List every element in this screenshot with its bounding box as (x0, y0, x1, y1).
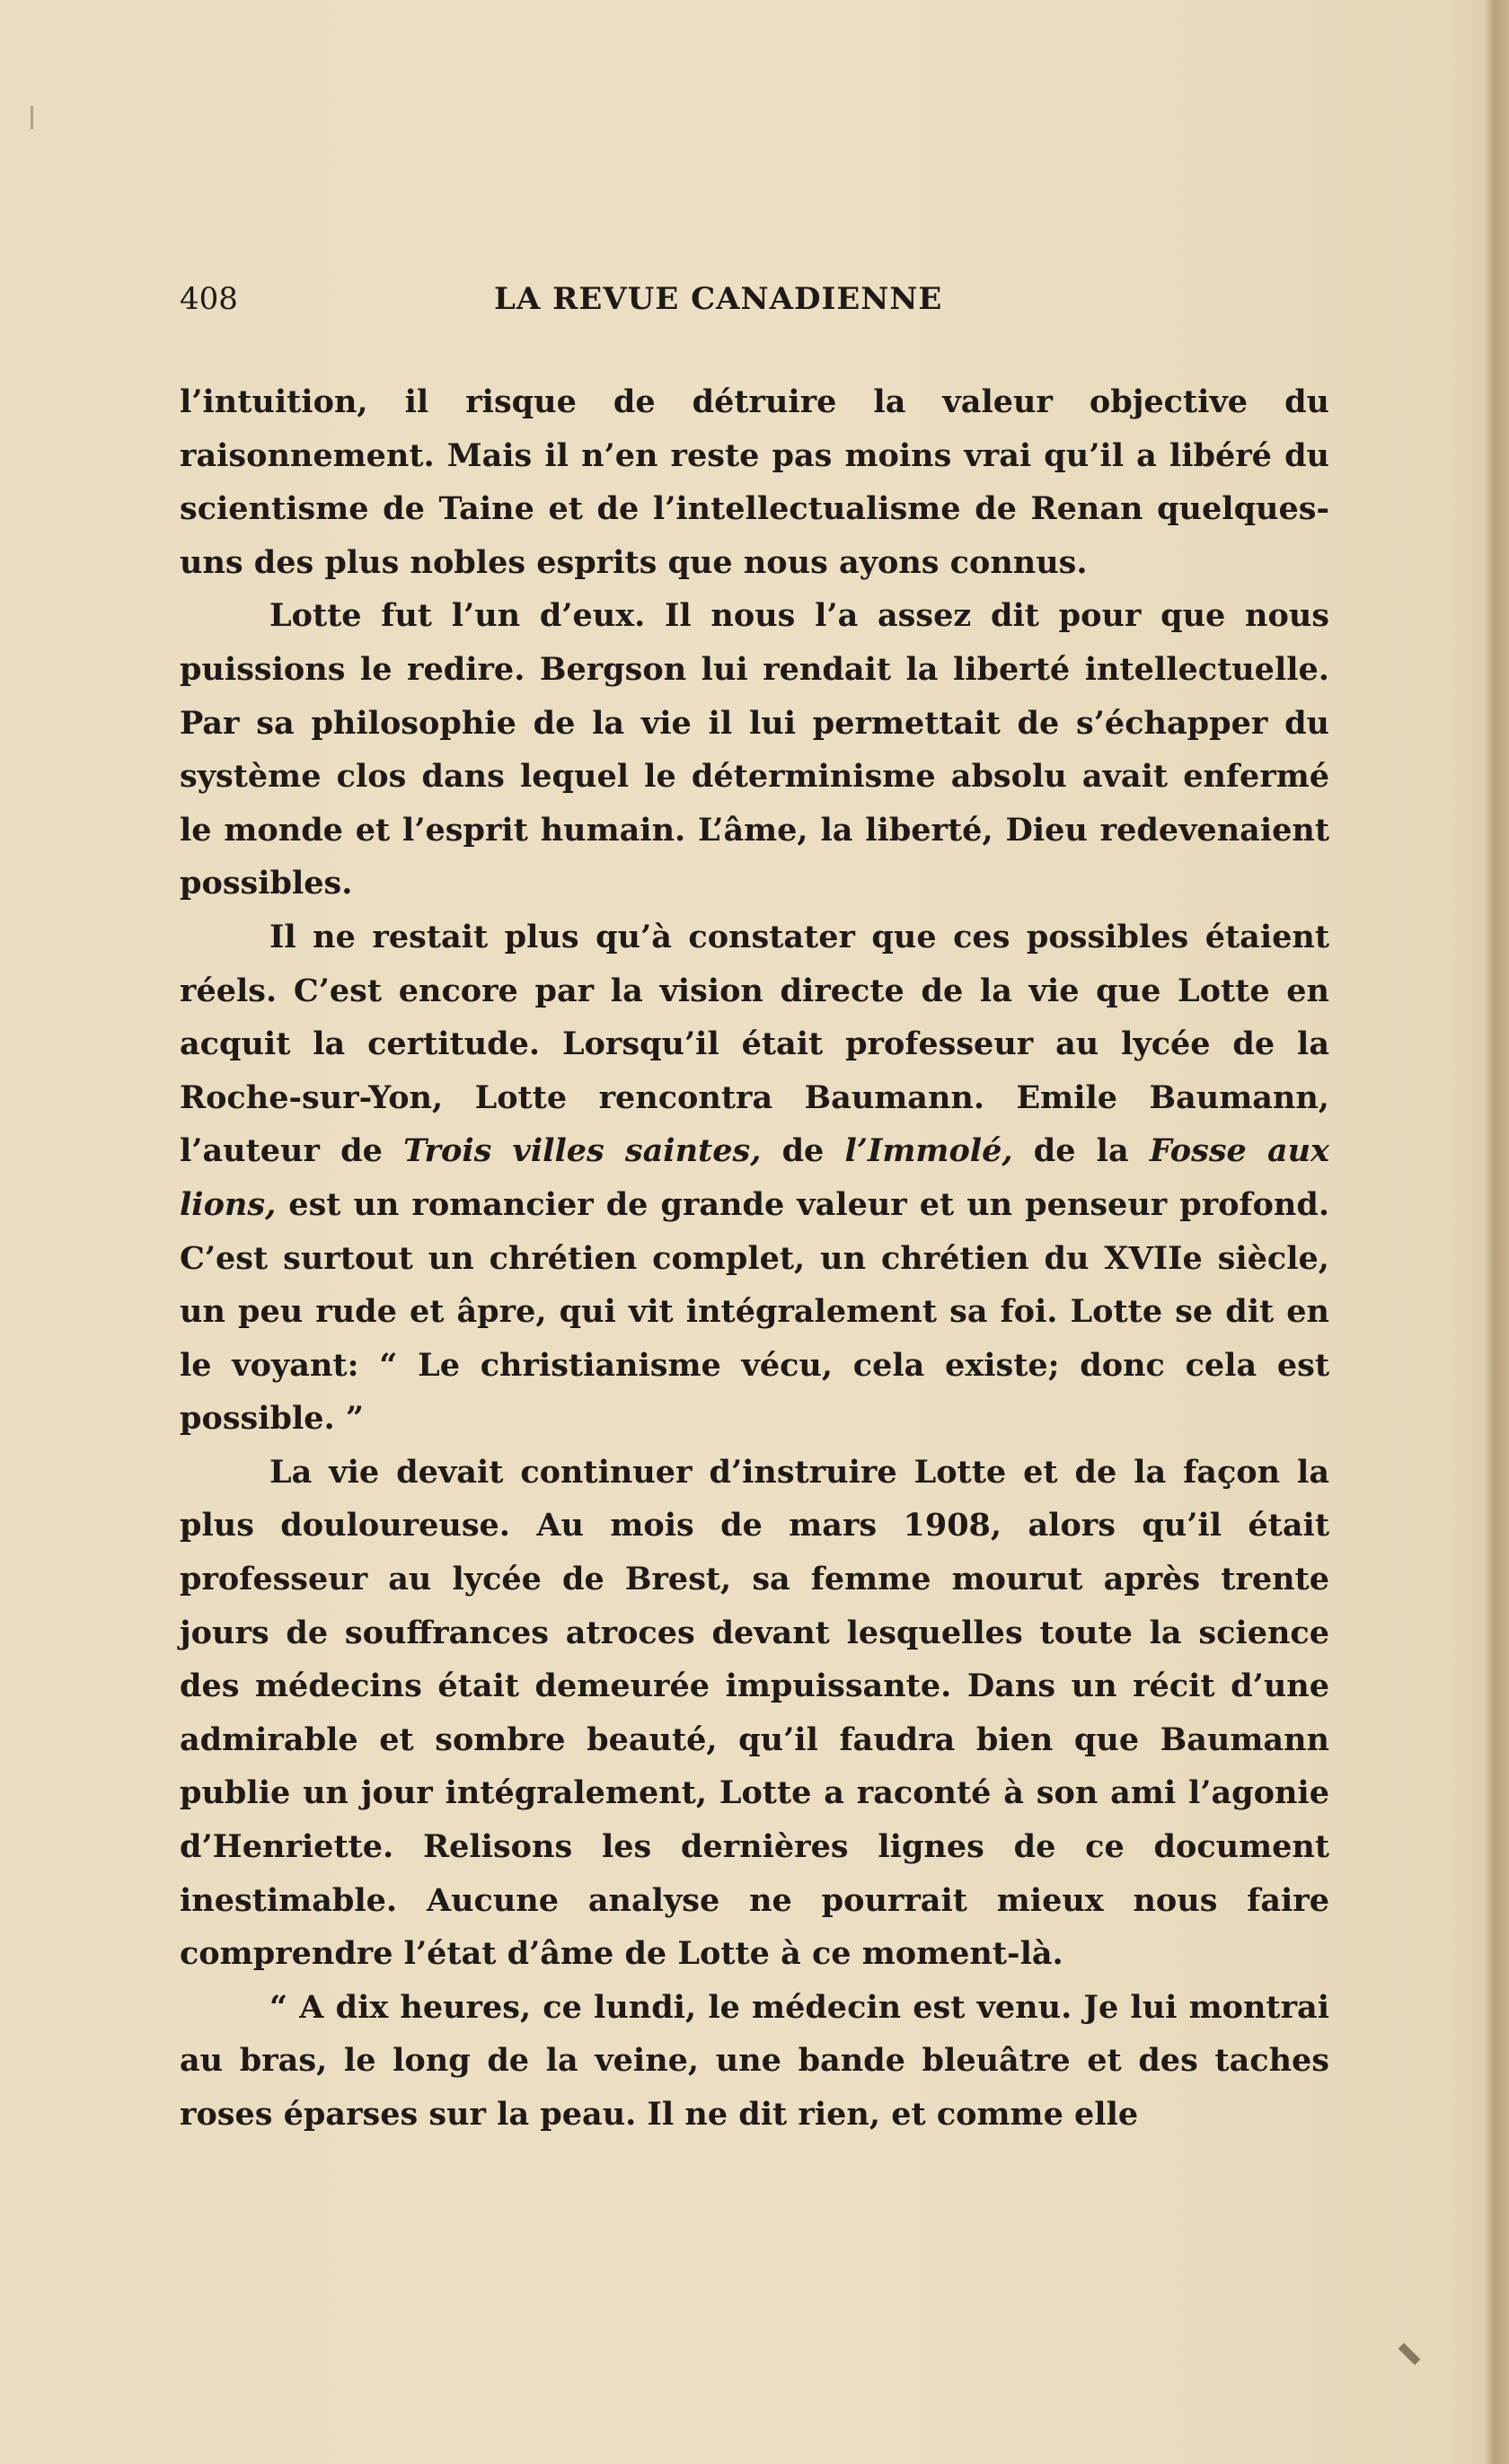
corner-mark (1399, 2343, 1421, 2365)
paragraph-3-segment: est un romancier de grande valeur et un penseur profond. C’est surtout un chrétien complet, un chrétien du XVIIe siècle, un peu rude et âpre, qui vit intégralement sa foi. Lotte se dit en le voyant: “ Le christianisme vécu, cela existe; donc cela est possible. ” (180, 1185, 1329, 1438)
paragraph-4: La vie devait continuer d’instruire Lotte et de la façon la plus douloureuse. Au mois de mars 1908, alors qu’il était professeur au lycée de Brest, sa femme mourut après trente jours de souffrances atroces devant lesquelles toute la science des médecins était demeurée impuissante. Dans un récit d’une admirable et sombre beauté, qu’il faudra bien que Baumann publie un jour intégralement, Lotte a raconté à son ami l’agonie d’Henriette. Relisons les dernières lignes de ce document inestimable. Aucune analyse ne pourrait mieux nous faire comprendre l’état d’âme de Lotte à ce moment-là. (180, 1453, 1329, 1973)
paragraph-3 (180, 911, 1329, 1446)
book-title: l’Immolé, (844, 1132, 1013, 1170)
book-title: Fosse aux lions, (180, 1132, 1329, 1223)
page-edge (1486, 0, 1509, 2464)
paragraph-3-segment: de la (1012, 1132, 1150, 1170)
body-text (180, 375, 1329, 2142)
paragraph-5: “ A dix heures, ce lundi, le médecin est venu. Je lui montrai au bras, le long de la veine, une bande bleuâtre et des taches roses éparses sur la peau. Il ne dit rien, et comme elle (180, 1988, 1329, 2133)
paragraph-2: Lotte fut l’un d’eux. Il nous l’a assez dit pour que nous puissions le redire. Bergson lui rendait la liberté intellectuelle. Par sa philosophie de la vie il lui permettait de s’échapper du système clos dans lequel le déterminisme absolu avait enfermé le monde et l’esprit humain. L’âme, la liberté, Dieu redevenaient possibles. (180, 597, 1329, 902)
page-number: 408 (180, 281, 238, 317)
paragraph-3-segment: Il ne restait plus qu’à constater que ces possibles étaient réels. C’est encore par la vision directe de la vie que Lotte en acquit la certitude. Lorsqu’il était professeur au lycée de la Roche-sur-Yon, Lotte rencontra Baumann. Emile Baumann, l’auteur de (180, 918, 1329, 1170)
page-header (180, 277, 1329, 321)
book-title: Trois villes saintes, (403, 1132, 762, 1170)
paragraph-3-segment: de (761, 1132, 845, 1170)
running-title: LA REVUE CANADIENNE (494, 281, 943, 317)
paragraph-1: l’intuition, il risque de détruire la valeur objective du raisonnement. Mais il n’en reste pas moins vrai qu’il a libéré du scientisme de Taine et de l’intellectualisme de Renan quelques-uns des plus nobles esprits que nous ayons connus. (180, 383, 1329, 581)
margin-mark (31, 106, 33, 129)
